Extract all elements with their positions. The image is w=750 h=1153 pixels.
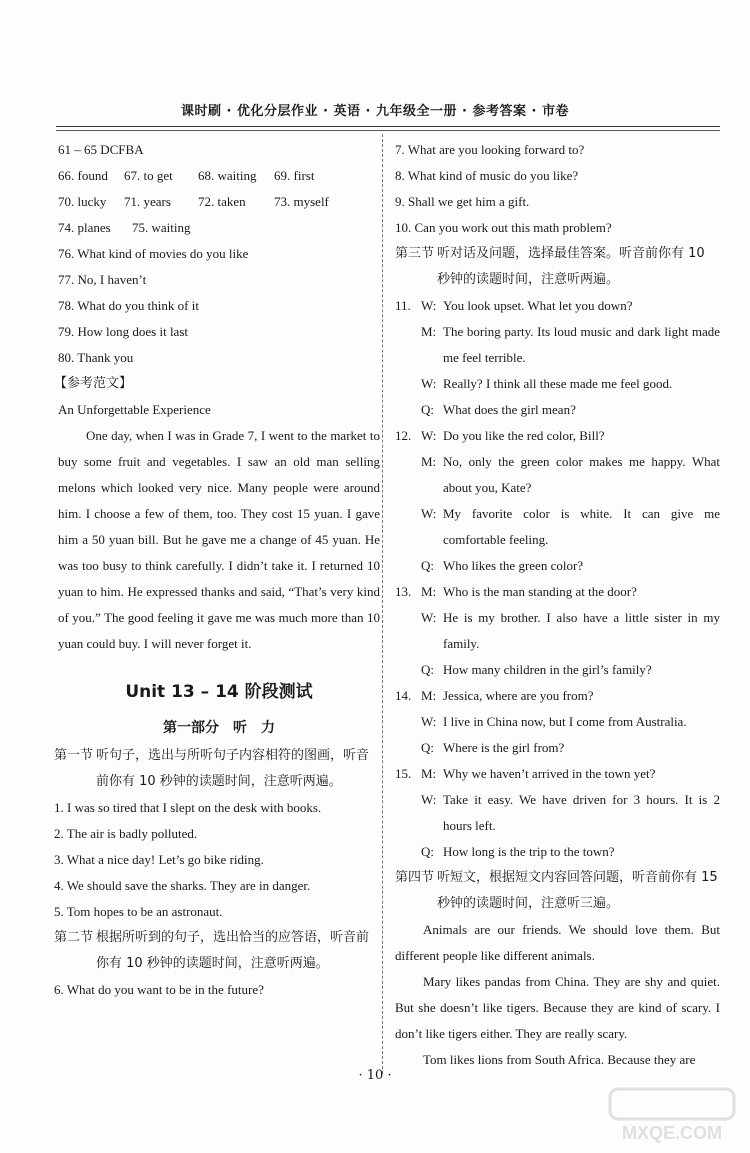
speaker: W: bbox=[421, 298, 437, 313]
dialog-number: 13. bbox=[395, 584, 412, 599]
passage-paragraph-3: Tom likes lions from South Africa. Because they are bbox=[423, 1052, 696, 1067]
page-header: 课时刷 · 优化分层作业 · 英语 · 九年级全一册 · 参考答案 · 市卷 bbox=[181, 104, 569, 119]
dialog-15 bbox=[395, 761, 720, 865]
dialog-number: 12. bbox=[395, 428, 412, 443]
speaker: M: bbox=[421, 766, 437, 781]
section-1-instructions: 听句子，选出与所听句子内容相符的图画，听音前你有 10 秒钟的读题时间，注意听两遍。 bbox=[96, 748, 370, 789]
sentence-7: 7. What are you looking forward to? bbox=[395, 142, 585, 157]
speaker: Q: bbox=[421, 402, 434, 417]
dialog-line: The boring party. Its loud music and dark light made me feel terrible. bbox=[443, 324, 720, 365]
speaker: Q: bbox=[421, 662, 434, 677]
answer-78: 78. What do you think of it bbox=[58, 298, 199, 313]
header-rule bbox=[56, 126, 720, 127]
answer-66: 66. found bbox=[58, 168, 108, 183]
sentence-4: 4. We should save the sharks. They are in danger. bbox=[54, 878, 311, 893]
speaker: M: bbox=[421, 324, 437, 339]
answer-74: 74. planes bbox=[58, 220, 111, 235]
dialog-number: 14. bbox=[395, 688, 412, 703]
section-2-instructions: 根据所听到的句子，选出恰当的应答语，听音前你有 10 秒钟的读题时间，注意听两遍。 bbox=[96, 930, 370, 971]
dialog-11 bbox=[395, 293, 720, 423]
section-4 bbox=[395, 865, 720, 917]
dialog-line: Why we haven’t arrived in the town yet? bbox=[443, 766, 656, 781]
section-3-label: 第三节 bbox=[395, 246, 435, 261]
answer-71: 71. years bbox=[124, 194, 171, 209]
dialog-14 bbox=[395, 683, 720, 761]
dialog-number: 15. bbox=[395, 766, 412, 781]
speaker: Q: bbox=[421, 844, 434, 859]
sample-essay-label: 【参考范文】 bbox=[54, 376, 133, 391]
sentence-8: 8. What kind of music do you like? bbox=[395, 168, 579, 183]
sentence-5: 5. Tom hopes to be an astronaut. bbox=[54, 904, 223, 919]
speaker: Q: bbox=[421, 740, 434, 755]
dialog-line: Who is the man standing at the door? bbox=[443, 584, 637, 599]
speaker: M: bbox=[421, 688, 437, 703]
answer-76: 76. What kind of movies do you like bbox=[58, 246, 249, 261]
header-rule-thin bbox=[56, 130, 720, 131]
dialog-line: He is my brother. I also have a little sister in my family. bbox=[443, 610, 720, 651]
right-column bbox=[395, 137, 720, 1073]
essay-title: An Unforgettable Experience bbox=[58, 402, 211, 417]
answer-67: 67. to get bbox=[124, 168, 173, 183]
dialog-line: Jessica, where are you from? bbox=[443, 688, 594, 703]
essay-body: One day, when I was in Grade 7, I went to the market to buy some fruit and vegetables. I saw an old man selling melons which looked very nice. Many people were around him. I choose a few of them, too. They cost 15 yuan. I gave him a 50 yuan bill. But he gave me a change of 45 yuan. He was too busy to think carefully. I didn’t take it. I returned 10 yuan to him. He expressed thanks and said, “That’s very kind of you.” The good feeling it gave me was much more than 10 yuan could buy. I will never forget it. bbox=[58, 428, 380, 651]
speaker: Q: bbox=[421, 558, 434, 573]
answer-68: 68. waiting bbox=[198, 168, 257, 183]
sentence-10: 10. Can you work out this math problem? bbox=[395, 220, 612, 235]
dialog-13 bbox=[395, 579, 720, 683]
speaker: W: bbox=[421, 792, 437, 807]
section-4-label: 第四节 bbox=[395, 870, 435, 885]
watermark-logo bbox=[602, 1085, 742, 1145]
sentence-3: 3. What a nice day! Let’s go bike riding. bbox=[54, 852, 264, 867]
answer-72: 72. taken bbox=[198, 194, 246, 209]
section-3 bbox=[395, 241, 720, 293]
section-2-label: 第二节 bbox=[54, 930, 94, 945]
sentence-9: 9. Shall we get him a gift. bbox=[395, 194, 530, 209]
answers-row-74 bbox=[58, 215, 380, 241]
dialog-12 bbox=[395, 423, 720, 579]
page-number: · 10 · bbox=[358, 1068, 392, 1083]
dialog-question: Where is the girl from? bbox=[443, 740, 565, 755]
sentence-1: 1. I was so tired that I slept on the desk with books. bbox=[54, 800, 322, 815]
speaker: W: bbox=[421, 428, 437, 443]
speaker: W: bbox=[421, 714, 437, 729]
passage-paragraph-1: Animals are our friends. We should love them. But different people like different animals. bbox=[395, 922, 720, 963]
dialog-line: My favorite color is white. It can give me comfortable feeling. bbox=[443, 506, 720, 547]
dialog-question: What does the girl mean? bbox=[443, 402, 576, 417]
dialog-question: How many children in the girl’s family? bbox=[443, 662, 652, 677]
dialog-line: Really? I think all these made me feel good. bbox=[443, 376, 673, 391]
passage-paragraph-2: Mary likes pandas from China. They are shy and quiet. But she doesn’t like tigers. Because they are kind of scary. I don’t like tigers either. They are really scary. bbox=[395, 974, 720, 1041]
answer-80: 80. Thank you bbox=[58, 350, 134, 365]
part-title: 第一部分 听 力 bbox=[163, 720, 275, 736]
speaker: M: bbox=[421, 454, 437, 469]
answers-row-66 bbox=[58, 163, 380, 189]
dialog-line: You look upset. What let you down? bbox=[443, 298, 633, 313]
dialog-question: Who likes the green color? bbox=[443, 558, 584, 573]
section-3-instructions: 听对话及问题，选择最佳答案。听音前你有 10 秒钟的读题时间，注意听两遍。 bbox=[437, 246, 705, 287]
section-4-instructions: 听短文，根据短文内容回答问题，听音前你有 15 秒钟的读题时间，注意听三遍。 bbox=[437, 870, 718, 911]
answers-61-65: 61 – 65 DCFBA bbox=[58, 142, 144, 157]
dialog-question: How long is the trip to the town? bbox=[443, 844, 615, 859]
dialog-line: Do you like the red color, Bill? bbox=[443, 428, 605, 443]
answer-75: 75. waiting bbox=[132, 220, 191, 235]
section-1-label: 第一节 bbox=[54, 748, 94, 763]
answer-77: 77. No, I haven’t bbox=[58, 272, 147, 287]
left-column bbox=[54, 137, 380, 1003]
dialog-line: Take it easy. We have driven for 3 hours. It is 2 hours left. bbox=[443, 792, 720, 833]
section-1 bbox=[54, 743, 380, 795]
speaker: M: bbox=[421, 584, 437, 599]
answer-69: 69. first bbox=[274, 168, 315, 183]
speaker: W: bbox=[421, 376, 437, 391]
speaker: W: bbox=[421, 506, 437, 521]
watermark-text: MXQE.COM bbox=[621, 1123, 723, 1143]
unit-title: Unit 13 – 14 阶段测试 bbox=[125, 682, 313, 702]
answer-73: 73. myself bbox=[274, 194, 329, 209]
sentence-2: 2. The air is badly polluted. bbox=[54, 826, 198, 841]
speaker: W: bbox=[421, 610, 437, 625]
answers-row-70 bbox=[58, 189, 380, 215]
answer-79: 79. How long does it last bbox=[58, 324, 188, 339]
dialog-line: I live in China now, but I come from Australia. bbox=[443, 714, 687, 729]
sentence-6: 6. What do you want to be in the future? bbox=[54, 982, 264, 997]
answer-70: 70. lucky bbox=[58, 194, 107, 209]
section-2 bbox=[54, 925, 380, 977]
column-divider bbox=[382, 134, 383, 1074]
dialog-number: 11. bbox=[395, 298, 411, 313]
dialog-line: No, only the green color makes me happy. What about you, Kate? bbox=[443, 454, 720, 495]
